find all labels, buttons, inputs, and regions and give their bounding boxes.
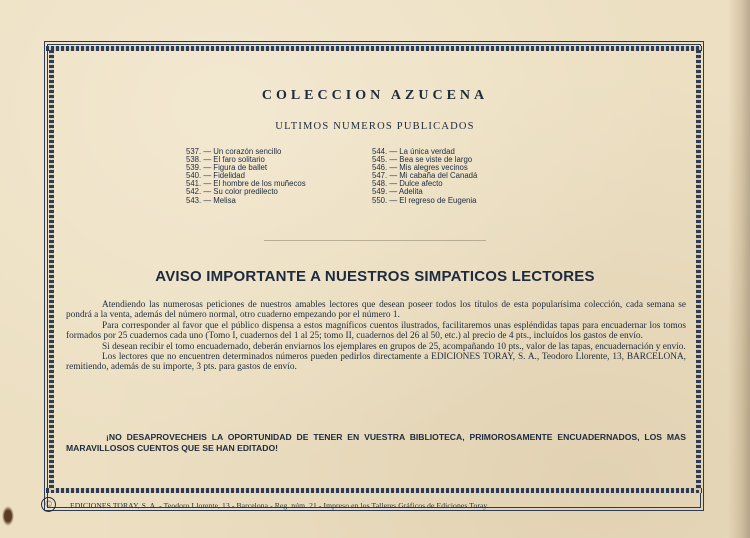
notice-paragraph: Para corresponder al favor que el público dispensa a estos magníficos cuentos ilustrados, facilitaremos unas espléndidas tapas para encuadernar los tomos formados por 25 cuadernos cada uno (Tomo I, cuadernos del 1 al 25; tomo II, cuadernos del 26 al 50, etc.) al precio de 4 pts., incluídos los gastos de envío. (66, 320, 686, 342)
notice-paragraph: Los lectores que no encuentren determinados números pueden pedirlos directamente a EDICIONES TORAY, S. A., Teodoro Llorente, 13, BARCELONA, remitiendo, además de su importe, 3 pts. para gastos de envío. (66, 352, 686, 373)
list-item: 539. — Figura de ballet (186, 163, 268, 173)
notice-paragraph: Atendiendo las numerosas peticiones de nuestros amables lectores que desean poseer todos los títulos de esta popularísima colección, cada semana se pondrá a la venta, además del número normal, otro cuaderno empezando por el número 1. (66, 300, 686, 321)
notice-paragraph: Si desean recibir el tomo encuadernado, deberán enviarnos los ejemplares en grupos de 25, acompañando 10 pts., valor de las tapas, encuadernación y envío. (102, 341, 686, 352)
copyright-icon: © (41, 497, 56, 512)
list-item: 546. — Mis alegres vecinos (372, 163, 468, 173)
recent-issues-heading: ULTIMOS NUMEROS PUBLICADOS (275, 121, 475, 132)
list-item: 538. — El faro solitario (186, 155, 265, 165)
notice-body (66, 300, 686, 373)
list-item: 541. — El hombre de los muñecos (186, 179, 306, 189)
notice-title: AVISO IMPORTANTE A NUESTROS SIMPATICOS LECTORES (155, 268, 595, 285)
list-item: 544. — La única verdad (372, 147, 455, 156)
collection-title: COLECCION AZUCENA (261, 88, 489, 103)
recent-titles-right-column (372, 148, 477, 205)
list-item: 543. — Melisa (186, 195, 236, 205)
notice-warning: ¡NO DESAPROVECHEIS LA OPORTUNIDAD DE TENER EN VUESTRA BIBLIOTECA, PRIMOROSAMENTE ENCUADERNADOS, LOS MAS MARAVILLOSOS CUENTOS QUE SE HAN EDITADO! (66, 432, 686, 453)
list-item: 537. — Un corazón sencillo (186, 147, 282, 156)
list-item: 547. — Mi cabaña del Canadá (372, 171, 478, 181)
list-item: 540. — Fidelidad (186, 171, 245, 181)
paper-stain (2, 506, 14, 526)
list-item: 548. — Dulce afecto (372, 179, 443, 189)
list-item: 549. — Adelita (372, 187, 423, 197)
frame-border-top (46, 46, 702, 51)
recent-titles-left-column (186, 148, 306, 205)
frame-border-bottom (46, 488, 702, 493)
list-item: 545. — Bea se viste de largo (372, 155, 473, 165)
list-item: 542. — Su color predilecto (186, 187, 278, 197)
divider (264, 240, 486, 241)
publisher-imprint: EDICIONES TORAY, S. A. - Teodoro Llorente, 13 - Barcelona - Reg. núm. 21 - Impreso en los Talleres Gráficos de Ediciones Toray. (70, 501, 489, 510)
list-item: 550. — El regreso de Eugenia (372, 195, 477, 205)
